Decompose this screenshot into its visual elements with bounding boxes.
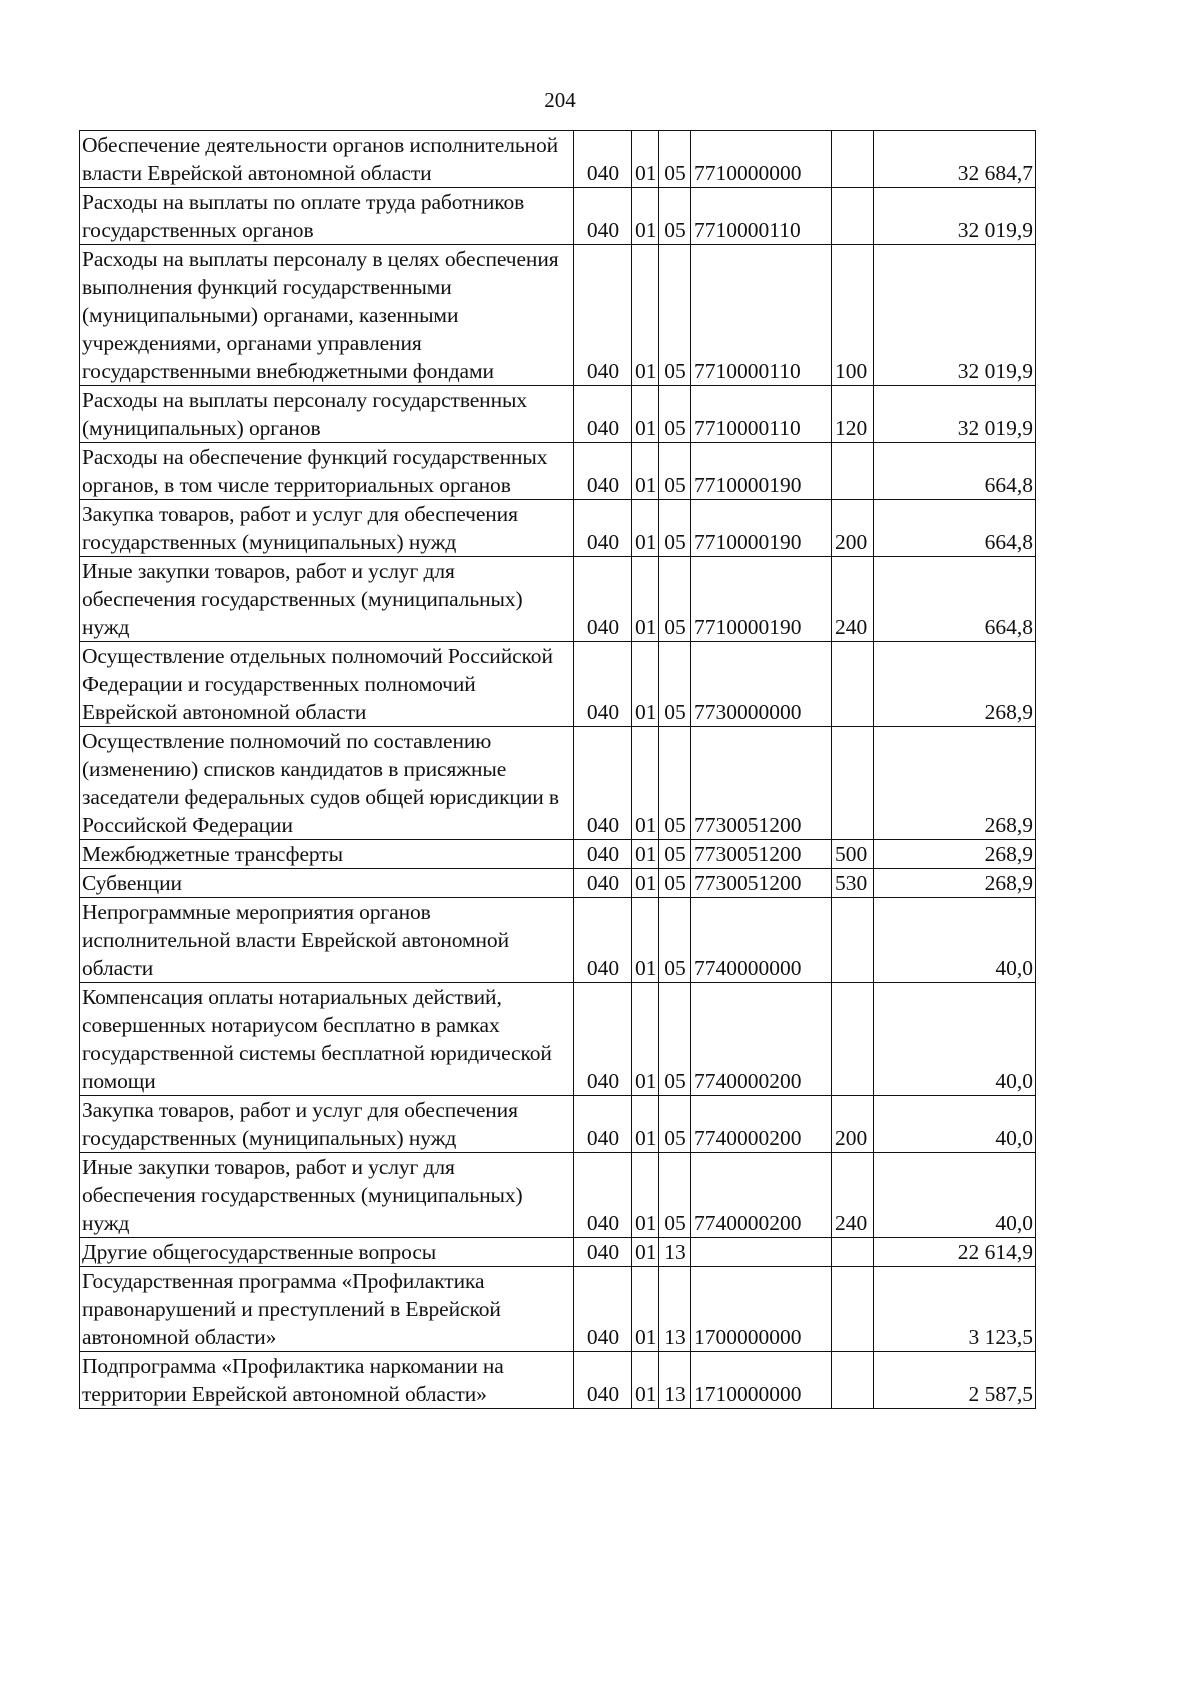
target-article-code-cell: 1700000000	[691, 1267, 832, 1352]
budget-table	[79, 130, 1036, 1409]
table-row	[80, 1238, 1036, 1267]
subsection-code-cell: 05	[659, 245, 691, 386]
table-row	[80, 869, 1036, 898]
item-name-cell: Расходы на выплаты персоналу в целях обеспечения выполнения функций государственными (муниципальными) органами, казенными учреждениями, органами управления государственными внебюджетными фондами	[80, 245, 574, 386]
ministry-code-cell: 040	[574, 1238, 632, 1267]
amount-cell: 2 587,5	[874, 1352, 1036, 1409]
table-row	[80, 727, 1036, 840]
target-article-code-cell: 7730051200	[691, 840, 832, 869]
subsection-code-cell: 05	[659, 500, 691, 557]
target-article-code-cell: 7740000200	[691, 1153, 832, 1238]
ministry-code-cell: 040	[574, 500, 632, 557]
section-code-cell: 01	[632, 188, 659, 245]
amount-cell: 3 123,5	[874, 1267, 1036, 1352]
item-name-cell: Расходы на обеспечение функций государственных органов, в том числе территориальных органов	[80, 443, 574, 500]
ministry-code-cell: 040	[574, 1096, 632, 1153]
ministry-code-cell: 040	[574, 642, 632, 727]
target-article-code-cell: 7710000110	[691, 386, 832, 443]
target-article-code-cell: 7740000200	[691, 1096, 832, 1153]
ministry-code-cell: 040	[574, 131, 632, 188]
expense-type-code-cell: 120	[832, 386, 874, 443]
subsection-code-cell: 05	[659, 898, 691, 983]
table-row	[80, 557, 1036, 642]
page-number: 204	[544, 88, 576, 112]
subsection-code-cell: 13	[659, 1352, 691, 1409]
ministry-code-cell: 040	[574, 188, 632, 245]
expense-type-code-cell: 530	[832, 869, 874, 898]
amount-cell: 664,8	[874, 443, 1036, 500]
section-code-cell: 01	[632, 840, 659, 869]
section-code-cell: 01	[632, 983, 659, 1096]
item-name-cell: Расходы на выплаты по оплате труда работников государственных органов	[80, 188, 574, 245]
table-row	[80, 642, 1036, 727]
amount-cell: 664,8	[874, 500, 1036, 557]
table-body	[80, 131, 1036, 1409]
table-row	[80, 1267, 1036, 1352]
expense-type-code-cell: 240	[832, 557, 874, 642]
expense-type-code-cell	[832, 1352, 874, 1409]
amount-cell: 268,9	[874, 840, 1036, 869]
section-code-cell: 01	[632, 869, 659, 898]
target-article-code-cell: 7730000000	[691, 642, 832, 727]
target-article-code-cell: 7710000190	[691, 500, 832, 557]
target-article-code-cell: 7710000000	[691, 131, 832, 188]
subsection-code-cell: 05	[659, 642, 691, 727]
section-code-cell: 01	[632, 1096, 659, 1153]
amount-cell: 268,9	[874, 642, 1036, 727]
target-article-code-cell	[691, 1238, 832, 1267]
expense-type-code-cell	[832, 642, 874, 727]
subsection-code-cell: 05	[659, 386, 691, 443]
section-code-cell: 01	[632, 443, 659, 500]
table-row	[80, 1153, 1036, 1238]
item-name-cell: Закупка товаров, работ и услуг для обеспечения государственных (муниципальных) нужд	[80, 1096, 574, 1153]
ministry-code-cell: 040	[574, 869, 632, 898]
item-name-cell: Другие общегосударственные вопросы	[80, 1238, 574, 1267]
section-code-cell: 01	[632, 500, 659, 557]
ministry-code-cell: 040	[574, 840, 632, 869]
table-row	[80, 443, 1036, 500]
expense-type-code-cell	[832, 727, 874, 840]
subsection-code-cell: 05	[659, 131, 691, 188]
item-name-cell: Подпрограмма «Профилактика наркомании на территории Еврейской автономной области»	[80, 1352, 574, 1409]
target-article-code-cell: 7740000200	[691, 983, 832, 1096]
target-article-code-cell: 1710000000	[691, 1352, 832, 1409]
expense-type-code-cell: 500	[832, 840, 874, 869]
amount-cell: 32 019,9	[874, 386, 1036, 443]
section-code-cell: 01	[632, 131, 659, 188]
expense-type-code-cell: 200	[832, 1096, 874, 1153]
item-name-cell: Межбюджетные трансферты	[80, 840, 574, 869]
section-code-cell: 01	[632, 557, 659, 642]
subsection-code-cell: 13	[659, 1238, 691, 1267]
target-article-code-cell: 7730051200	[691, 869, 832, 898]
item-name-cell: Иные закупки товаров, работ и услуг для обеспечения государственных (муниципальных) нужд	[80, 557, 574, 642]
ministry-code-cell: 040	[574, 983, 632, 1096]
amount-cell: 40,0	[874, 1096, 1036, 1153]
expense-type-code-cell	[832, 898, 874, 983]
item-name-cell: Закупка товаров, работ и услуг для обеспечения государственных (муниципальных) нужд	[80, 500, 574, 557]
item-name-cell: Расходы на выплаты персоналу государственных (муниципальных) органов	[80, 386, 574, 443]
table-row	[80, 188, 1036, 245]
subsection-code-cell: 05	[659, 1096, 691, 1153]
expense-type-code-cell	[832, 1238, 874, 1267]
section-code-cell: 01	[632, 1153, 659, 1238]
subsection-code-cell: 05	[659, 840, 691, 869]
amount-cell: 32 684,7	[874, 131, 1036, 188]
section-code-cell: 01	[632, 245, 659, 386]
subsection-code-cell: 05	[659, 1153, 691, 1238]
expense-type-code-cell	[832, 1267, 874, 1352]
table-row	[80, 386, 1036, 443]
target-article-code-cell: 7710000190	[691, 557, 832, 642]
subsection-code-cell: 05	[659, 188, 691, 245]
ministry-code-cell: 040	[574, 727, 632, 840]
target-article-code-cell: 7710000110	[691, 245, 832, 386]
item-name-cell: Иные закупки товаров, работ и услуг для обеспечения государственных (муниципальных) нужд	[80, 1153, 574, 1238]
section-code-cell: 01	[632, 642, 659, 727]
subsection-code-cell: 05	[659, 557, 691, 642]
target-article-code-cell: 7710000190	[691, 443, 832, 500]
ministry-code-cell: 040	[574, 557, 632, 642]
item-name-cell: Государственная программа «Профилактика правонарушений и преступлений в Еврейской автономной области»	[80, 1267, 574, 1352]
expense-type-code-cell	[832, 188, 874, 245]
item-name-cell: Субвенции	[80, 869, 574, 898]
ministry-code-cell: 040	[574, 898, 632, 983]
expense-type-code-cell	[832, 983, 874, 1096]
section-code-cell: 01	[632, 1267, 659, 1352]
subsection-code-cell: 05	[659, 869, 691, 898]
table-row	[80, 1352, 1036, 1409]
table-row	[80, 131, 1036, 188]
amount-cell: 268,9	[874, 727, 1036, 840]
expense-type-code-cell: 240	[832, 1153, 874, 1238]
subsection-code-cell: 05	[659, 443, 691, 500]
ministry-code-cell: 040	[574, 1267, 632, 1352]
table-row	[80, 983, 1036, 1096]
expense-type-code-cell: 100	[832, 245, 874, 386]
table-row	[80, 245, 1036, 386]
section-code-cell: 01	[632, 727, 659, 840]
target-article-code-cell: 7710000110	[691, 188, 832, 245]
item-name-cell: Обеспечение деятельности органов исполнительной власти Еврейской автономной области	[80, 131, 574, 188]
ministry-code-cell: 040	[574, 1153, 632, 1238]
ministry-code-cell: 040	[574, 1352, 632, 1409]
amount-cell: 268,9	[874, 869, 1036, 898]
expense-type-code-cell: 200	[832, 500, 874, 557]
amount-cell: 40,0	[874, 898, 1036, 983]
ministry-code-cell: 040	[574, 443, 632, 500]
amount-cell: 40,0	[874, 983, 1036, 1096]
amount-cell: 32 019,9	[874, 245, 1036, 386]
table-row	[80, 500, 1036, 557]
section-code-cell: 01	[632, 898, 659, 983]
section-code-cell: 01	[632, 1238, 659, 1267]
expense-type-code-cell	[832, 131, 874, 188]
subsection-code-cell: 05	[659, 983, 691, 1096]
amount-cell: 664,8	[874, 557, 1036, 642]
subsection-code-cell: 13	[659, 1267, 691, 1352]
subsection-code-cell: 05	[659, 727, 691, 840]
item-name-cell: Осуществление полномочий по составлению (изменению) списков кандидатов в присяжные заседатели федеральных судов общей юрисдикции в Российской Федерации	[80, 727, 574, 840]
item-name-cell: Осуществление отдельных полномочий Российской Федерации и государственных полномочий Еврейской автономной области	[80, 642, 574, 727]
target-article-code-cell: 7730051200	[691, 727, 832, 840]
item-name-cell: Компенсация оплаты нотариальных действий, совершенных нотариусом бесплатно в рамках государственной системы бесплатной юридической помощи	[80, 983, 574, 1096]
table-row	[80, 840, 1036, 869]
amount-cell: 22 614,9	[874, 1238, 1036, 1267]
item-name-cell: Непрограммные мероприятия органов исполнительной власти Еврейской автономной области	[80, 898, 574, 983]
ministry-code-cell: 040	[574, 386, 632, 443]
section-code-cell: 01	[632, 386, 659, 443]
table-row	[80, 1096, 1036, 1153]
amount-cell: 32 019,9	[874, 188, 1036, 245]
amount-cell: 40,0	[874, 1153, 1036, 1238]
expense-type-code-cell	[832, 443, 874, 500]
ministry-code-cell: 040	[574, 245, 632, 386]
section-code-cell: 01	[632, 1352, 659, 1409]
target-article-code-cell: 7740000000	[691, 898, 832, 983]
table-row	[80, 898, 1036, 983]
